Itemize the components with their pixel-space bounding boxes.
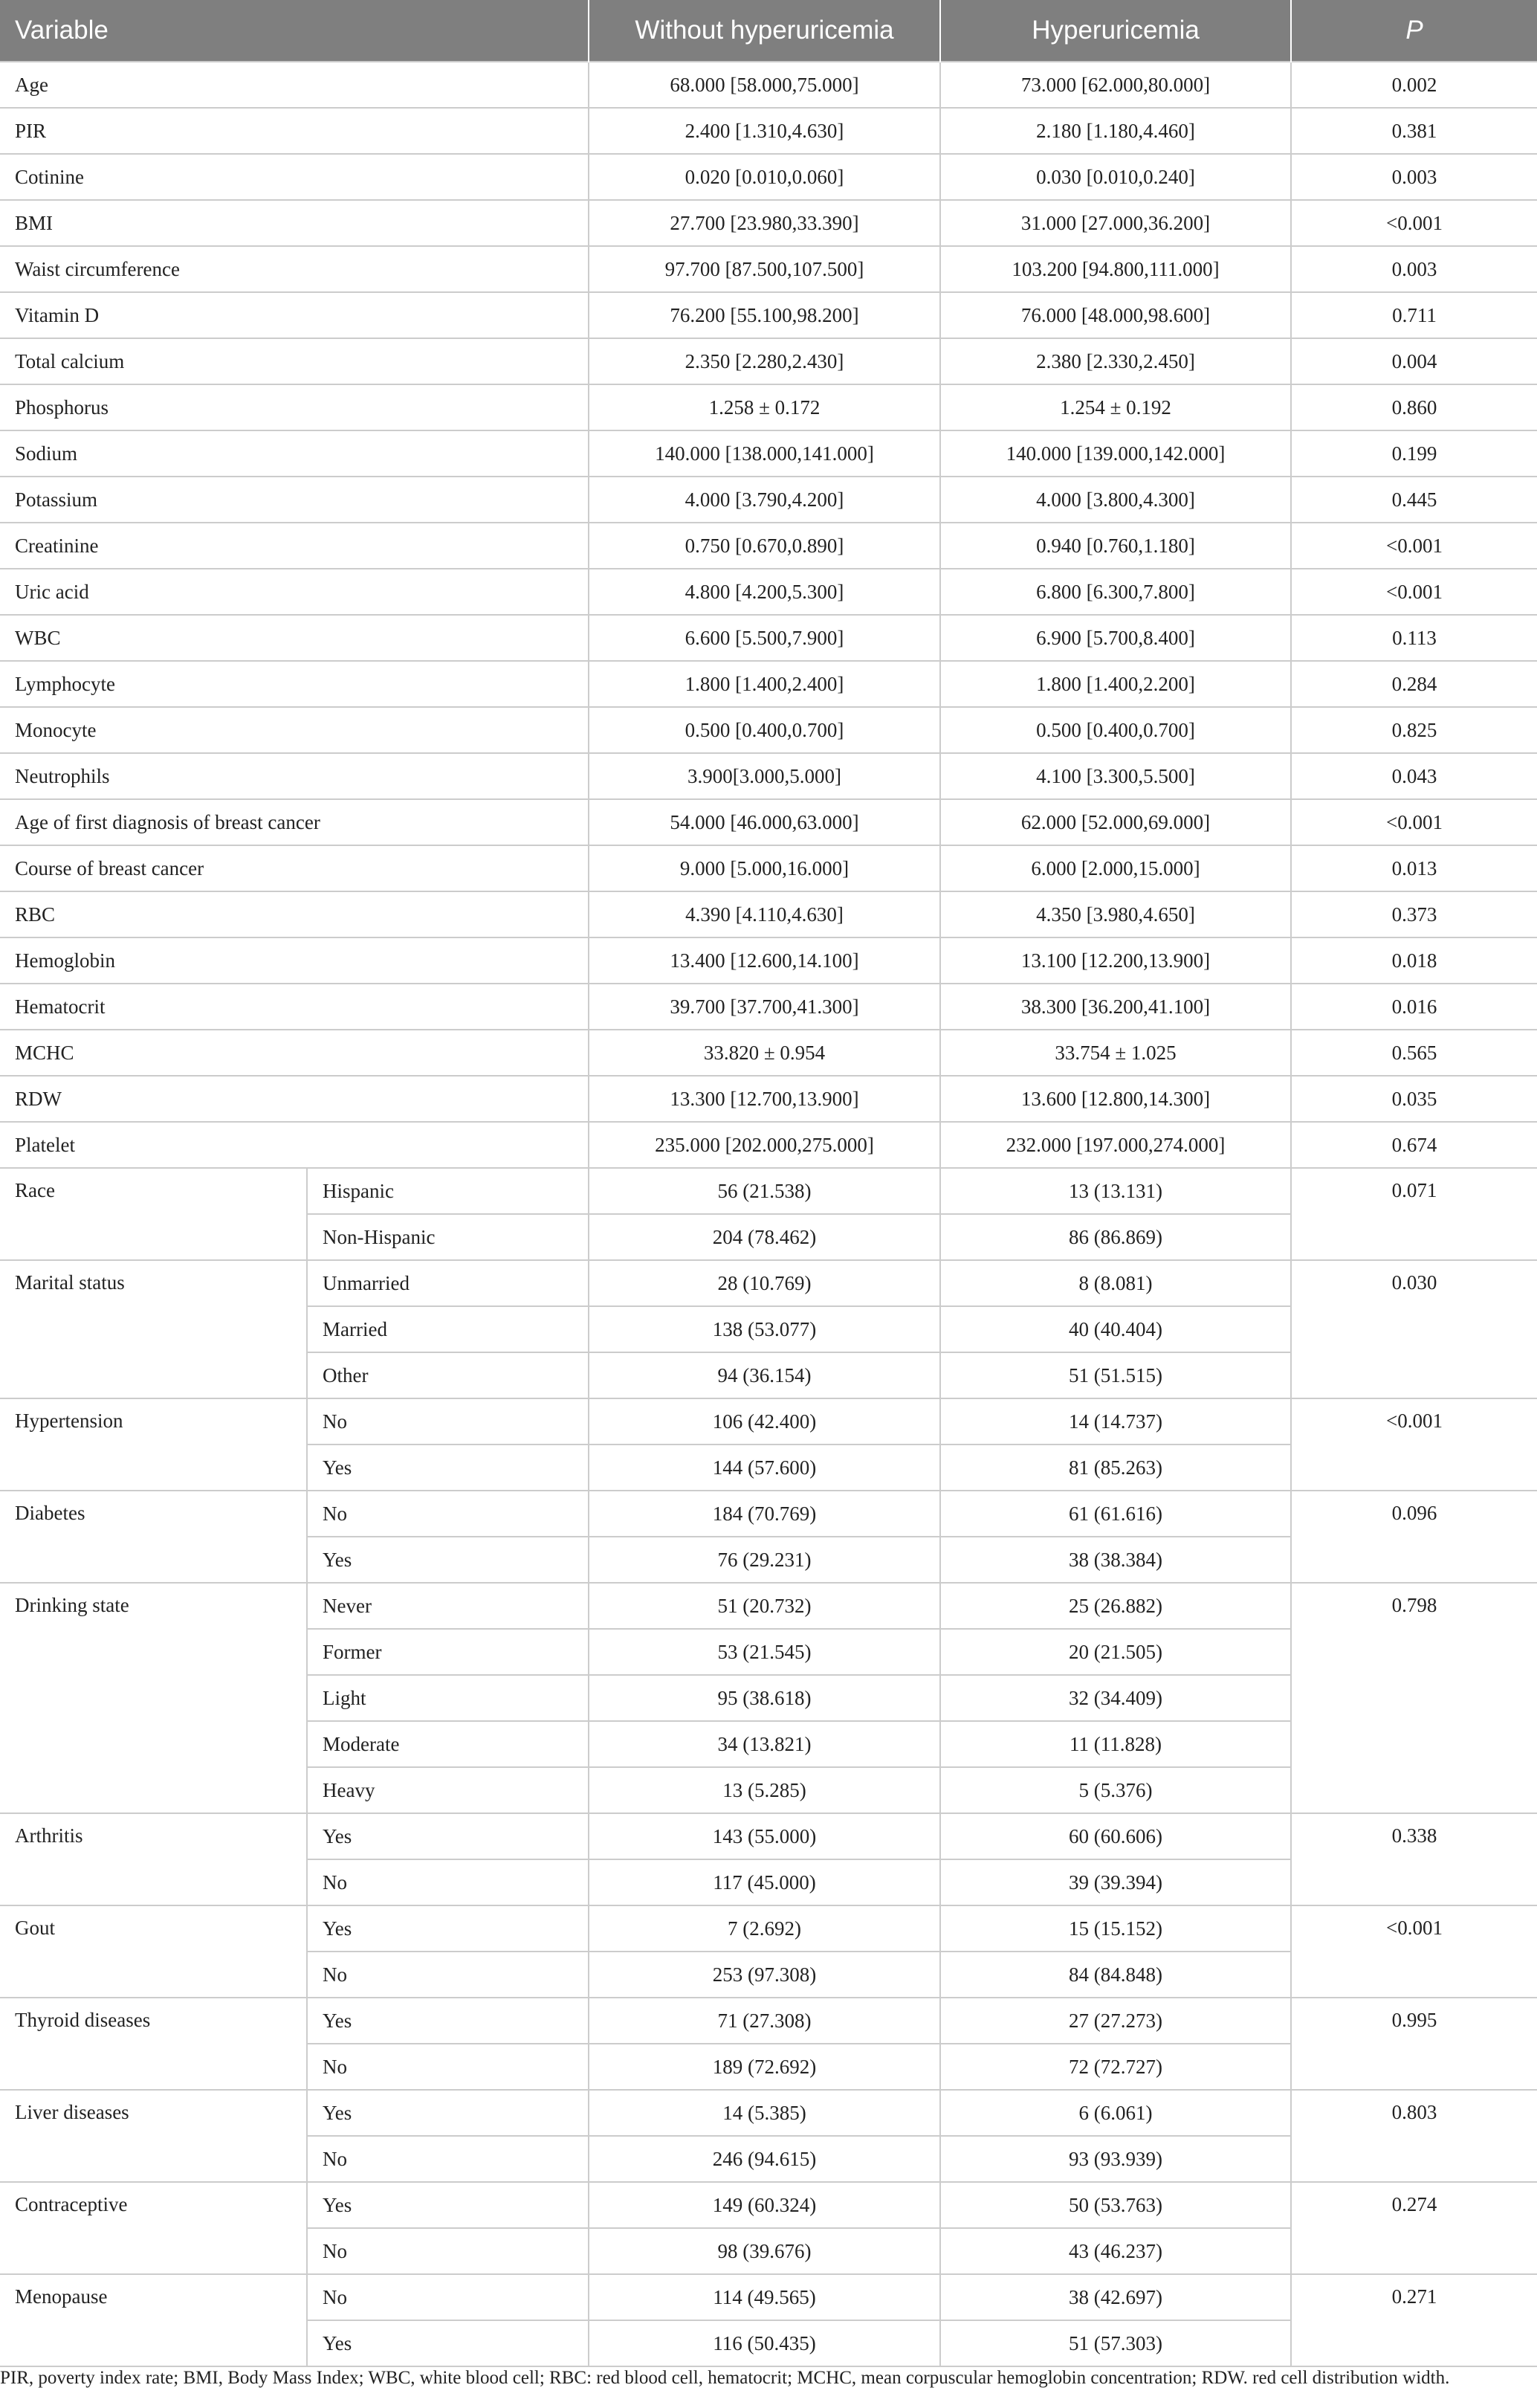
- table-row: [0, 937, 1537, 984]
- group-variable-cell: Contraceptive: [0, 2182, 307, 2274]
- level-cell: No: [307, 1491, 589, 1537]
- group-variable-cell: Menopause: [0, 2274, 307, 2366]
- p-value-cell: 0.016: [1291, 984, 1537, 1030]
- without-value-cell: 117 (45.000): [589, 1859, 940, 1905]
- with-value-cell: 6.000 [2.000,15.000]: [940, 845, 1291, 891]
- table-row: [0, 108, 1537, 154]
- p-value-cell: 0.035: [1291, 1076, 1537, 1122]
- variable-cell: Vitamin D: [0, 292, 589, 338]
- p-value-cell: <0.001: [1291, 799, 1537, 845]
- without-value-cell: 13.400 [12.600,14.100]: [589, 937, 940, 984]
- without-value-cell: 0.750 [0.670,0.890]: [589, 523, 940, 569]
- without-value-cell: 94 (36.154): [589, 1352, 940, 1398]
- table-row: [0, 707, 1537, 753]
- with-value-cell: 86 (86.869): [940, 1214, 1291, 1260]
- without-value-cell: 4.390 [4.110,4.630]: [589, 891, 940, 937]
- variable-cell: Sodium: [0, 430, 589, 477]
- variable-cell: BMI: [0, 200, 589, 246]
- with-value-cell: 2.380 [2.330,2.450]: [940, 338, 1291, 384]
- with-value-cell: 13 (13.131): [940, 1168, 1291, 1214]
- without-value-cell: 235.000 [202.000,275.000]: [589, 1122, 940, 1168]
- level-cell: Other: [307, 1352, 589, 1398]
- group-variable-cell: Diabetes: [0, 1491, 307, 1583]
- table-row: [0, 1076, 1537, 1122]
- with-value-cell: 93 (93.939): [940, 2136, 1291, 2182]
- group-variable-cell: Thyroid diseases: [0, 1998, 307, 2090]
- p-value-cell: 0.003: [1291, 246, 1537, 292]
- without-value-cell: 189 (72.692): [589, 2044, 940, 2090]
- level-cell: Unmarried: [307, 1260, 589, 1306]
- p-value-cell: 0.798: [1291, 1583, 1537, 1813]
- with-value-cell: 2.180 [1.180,4.460]: [940, 108, 1291, 154]
- with-value-cell: 1.254 ± 0.192: [940, 384, 1291, 430]
- level-cell: Yes: [307, 1537, 589, 1583]
- without-value-cell: 2.350 [2.280,2.430]: [589, 338, 940, 384]
- without-value-cell: 140.000 [138.000,141.000]: [589, 430, 940, 477]
- variable-cell: Monocyte: [0, 707, 589, 753]
- variable-cell: WBC: [0, 615, 589, 661]
- without-value-cell: 4.800 [4.200,5.300]: [589, 569, 940, 615]
- level-cell: Yes: [307, 1813, 589, 1859]
- level-cell: Yes: [307, 1998, 589, 2044]
- with-value-cell: 50 (53.763): [940, 2182, 1291, 2228]
- level-cell: No: [307, 1398, 589, 1445]
- with-value-cell: 84 (84.848): [940, 1952, 1291, 1998]
- without-value-cell: 0.500 [0.400,0.700]: [589, 707, 940, 753]
- p-value-cell: 0.860: [1291, 384, 1537, 430]
- without-value-cell: 56 (21.538): [589, 1168, 940, 1214]
- variable-cell: Waist circumference: [0, 246, 589, 292]
- table-row: [0, 338, 1537, 384]
- with-value-cell: 4.350 [3.980,4.650]: [940, 891, 1291, 937]
- table-row: [0, 1813, 1537, 1859]
- p-value-cell: 0.002: [1291, 62, 1537, 108]
- with-value-cell: 4.000 [3.800,4.300]: [940, 477, 1291, 523]
- variable-cell: Age of first diagnosis of breast cancer: [0, 799, 589, 845]
- without-value-cell: 51 (20.732): [589, 1583, 940, 1629]
- p-value-cell: <0.001: [1291, 569, 1537, 615]
- with-value-cell: 43 (46.237): [940, 2228, 1291, 2274]
- table-footnote: PIR, poverty index rate; BMI, Body Mass Index; WBC, white blood cell; RBC: red blood cell, hematocrit; MCHC, mean corpuscular hemoglobin concentration; RDW. red cell distribution width.: [0, 2368, 1450, 2388]
- header-with: Hyperuricemia: [940, 0, 1291, 62]
- table-row: [0, 1168, 1537, 1214]
- table-row: [0, 1905, 1537, 1952]
- table-row: [0, 569, 1537, 615]
- level-cell: Former: [307, 1629, 589, 1675]
- without-value-cell: 144 (57.600): [589, 1445, 940, 1491]
- p-value-cell: 0.373: [1291, 891, 1537, 937]
- with-value-cell: 81 (85.263): [940, 1445, 1291, 1491]
- with-value-cell: 13.600 [12.800,14.300]: [940, 1076, 1291, 1122]
- without-value-cell: 143 (55.000): [589, 1813, 940, 1859]
- with-value-cell: 8 (8.081): [940, 1260, 1291, 1306]
- with-value-cell: 61 (61.616): [940, 1491, 1291, 1537]
- without-value-cell: 13.300 [12.700,13.900]: [589, 1076, 940, 1122]
- without-value-cell: 28 (10.769): [589, 1260, 940, 1306]
- without-value-cell: 71 (27.308): [589, 1998, 940, 2044]
- without-value-cell: 114 (49.565): [589, 2274, 940, 2320]
- table-row: [0, 615, 1537, 661]
- with-value-cell: 13.100 [12.200,13.900]: [940, 937, 1291, 984]
- group-variable-cell: Liver diseases: [0, 2090, 307, 2182]
- without-value-cell: 53 (21.545): [589, 1629, 940, 1675]
- table-row: [0, 799, 1537, 845]
- without-value-cell: 34 (13.821): [589, 1721, 940, 1767]
- with-value-cell: 14 (14.737): [940, 1398, 1291, 1445]
- group-variable-cell: Race: [0, 1168, 307, 1260]
- variable-cell: Uric acid: [0, 569, 589, 615]
- without-value-cell: 106 (42.400): [589, 1398, 940, 1445]
- p-value-cell: <0.001: [1291, 200, 1537, 246]
- p-value-cell: 0.043: [1291, 753, 1537, 799]
- p-value-cell: 0.995: [1291, 1998, 1537, 2090]
- p-value-cell: 0.674: [1291, 1122, 1537, 1168]
- without-value-cell: 68.000 [58.000,75.000]: [589, 62, 940, 108]
- p-value-cell: 0.013: [1291, 845, 1537, 891]
- without-value-cell: 76.200 [55.100,98.200]: [589, 292, 940, 338]
- table-row: [0, 845, 1537, 891]
- without-value-cell: 138 (53.077): [589, 1306, 940, 1352]
- without-value-cell: 27.700 [23.980,33.390]: [589, 200, 940, 246]
- table-row: [0, 1122, 1537, 1168]
- p-value-cell: 0.803: [1291, 2090, 1537, 2182]
- variable-cell: Creatinine: [0, 523, 589, 569]
- table-row: [0, 1398, 1537, 1445]
- with-value-cell: 38 (42.697): [940, 2274, 1291, 2320]
- with-value-cell: 39 (39.394): [940, 1859, 1291, 1905]
- level-cell: Yes: [307, 2320, 589, 2366]
- level-cell: Hispanic: [307, 1168, 589, 1214]
- group-variable-cell: Drinking state: [0, 1583, 307, 1813]
- table-row: [0, 62, 1537, 108]
- p-value-cell: 0.711: [1291, 292, 1537, 338]
- p-value-cell: 0.271: [1291, 2274, 1537, 2366]
- without-value-cell: 7 (2.692): [589, 1905, 940, 1952]
- without-value-cell: 3.900[3.000,5.000]: [589, 753, 940, 799]
- table-row: [0, 661, 1537, 707]
- p-value-cell: 0.003: [1291, 154, 1537, 200]
- table-row: [0, 1583, 1537, 1629]
- with-value-cell: 1.800 [1.400,2.200]: [940, 661, 1291, 707]
- p-value-cell: 0.284: [1291, 661, 1537, 707]
- without-value-cell: 2.400 [1.310,4.630]: [589, 108, 940, 154]
- table-row: [0, 523, 1537, 569]
- table-row: [0, 753, 1537, 799]
- with-value-cell: 38.300 [36.200,41.100]: [940, 984, 1291, 1030]
- table-row: [0, 154, 1537, 200]
- without-value-cell: 116 (50.435): [589, 2320, 940, 2366]
- header-p: P: [1291, 0, 1537, 62]
- without-value-cell: 97.700 [87.500,107.500]: [589, 246, 940, 292]
- with-value-cell: 38 (38.384): [940, 1537, 1291, 1583]
- p-value-cell: <0.001: [1291, 1905, 1537, 1998]
- level-cell: Married: [307, 1306, 589, 1352]
- with-value-cell: 0.940 [0.760,1.180]: [940, 523, 1291, 569]
- p-value-cell: <0.001: [1291, 523, 1537, 569]
- with-value-cell: 51 (57.303): [940, 2320, 1291, 2366]
- without-value-cell: 253 (97.308): [589, 1952, 940, 1998]
- with-value-cell: 4.100 [3.300,5.500]: [940, 753, 1291, 799]
- level-cell: No: [307, 1859, 589, 1905]
- with-value-cell: 0.030 [0.010,0.240]: [940, 154, 1291, 200]
- without-value-cell: 76 (29.231): [589, 1537, 940, 1583]
- with-value-cell: 27 (27.273): [940, 1998, 1291, 2044]
- table-row: [0, 384, 1537, 430]
- without-value-cell: 14 (5.385): [589, 2090, 940, 2136]
- variable-cell: Phosphorus: [0, 384, 589, 430]
- without-value-cell: 1.258 ± 0.172: [589, 384, 940, 430]
- with-value-cell: 103.200 [94.800,111.000]: [940, 246, 1291, 292]
- without-value-cell: 149 (60.324): [589, 2182, 940, 2228]
- without-value-cell: 184 (70.769): [589, 1491, 940, 1537]
- with-value-cell: 76.000 [48.000,98.600]: [940, 292, 1291, 338]
- p-value-cell: 0.565: [1291, 1030, 1537, 1076]
- with-value-cell: 0.500 [0.400,0.700]: [940, 707, 1291, 753]
- table-row: [0, 2090, 1537, 2136]
- variable-cell: MCHC: [0, 1030, 589, 1076]
- level-cell: No: [307, 2228, 589, 2274]
- with-value-cell: 31.000 [27.000,36.200]: [940, 200, 1291, 246]
- level-cell: Yes: [307, 1445, 589, 1491]
- without-value-cell: 1.800 [1.400,2.400]: [589, 661, 940, 707]
- p-value-cell: 0.071: [1291, 1168, 1537, 1260]
- with-value-cell: 6.900 [5.700,8.400]: [940, 615, 1291, 661]
- without-value-cell: 0.020 [0.010,0.060]: [589, 154, 940, 200]
- with-value-cell: 20 (21.505): [940, 1629, 1291, 1675]
- p-value-cell: 0.445: [1291, 477, 1537, 523]
- p-value-cell: 0.199: [1291, 430, 1537, 477]
- level-cell: Yes: [307, 2090, 589, 2136]
- p-value-cell: 0.096: [1291, 1491, 1537, 1583]
- level-cell: No: [307, 2044, 589, 2090]
- without-value-cell: 4.000 [3.790,4.200]: [589, 477, 940, 523]
- group-variable-cell: Marital status: [0, 1260, 307, 1398]
- level-cell: No: [307, 1952, 589, 1998]
- p-value-cell: 0.381: [1291, 108, 1537, 154]
- header-variable: Variable: [0, 0, 589, 62]
- variable-cell: Hemoglobin: [0, 937, 589, 984]
- level-cell: Heavy: [307, 1767, 589, 1813]
- with-value-cell: 62.000 [52.000,69.000]: [940, 799, 1291, 845]
- table-body: [0, 62, 1537, 2366]
- p-value-cell: 0.338: [1291, 1813, 1537, 1905]
- level-cell: No: [307, 2136, 589, 2182]
- variable-cell: Cotinine: [0, 154, 589, 200]
- group-variable-cell: Gout: [0, 1905, 307, 1998]
- table-row: [0, 1260, 1537, 1306]
- group-variable-cell: Hypertension: [0, 1398, 307, 1491]
- level-cell: Moderate: [307, 1721, 589, 1767]
- with-value-cell: 232.000 [197.000,274.000]: [940, 1122, 1291, 1168]
- group-variable-cell: Arthritis: [0, 1813, 307, 1905]
- p-value-cell: 0.113: [1291, 615, 1537, 661]
- variable-cell: Potassium: [0, 477, 589, 523]
- table-row: [0, 2274, 1537, 2320]
- with-value-cell: 6.800 [6.300,7.800]: [940, 569, 1291, 615]
- p-value-cell: 0.004: [1291, 338, 1537, 384]
- p-value-cell: 0.825: [1291, 707, 1537, 753]
- without-value-cell: 95 (38.618): [589, 1675, 940, 1721]
- level-cell: No: [307, 2274, 589, 2320]
- table-row: [0, 1998, 1537, 2044]
- p-value-cell: <0.001: [1291, 1398, 1537, 1491]
- with-value-cell: 33.754 ± 1.025: [940, 1030, 1291, 1076]
- with-value-cell: 72 (72.727): [940, 2044, 1291, 2090]
- with-value-cell: 5 (5.376): [940, 1767, 1291, 1813]
- level-cell: Yes: [307, 2182, 589, 2228]
- p-value-cell: 0.018: [1291, 937, 1537, 984]
- without-value-cell: 54.000 [46.000,63.000]: [589, 799, 940, 845]
- table-row: [0, 200, 1537, 246]
- table-row: [0, 2182, 1537, 2228]
- with-value-cell: 11 (11.828): [940, 1721, 1291, 1767]
- p-value-cell: 0.030: [1291, 1260, 1537, 1398]
- without-value-cell: 33.820 ± 0.954: [589, 1030, 940, 1076]
- table-row: [0, 1491, 1537, 1537]
- table-row: [0, 984, 1537, 1030]
- variable-cell: Platelet: [0, 1122, 589, 1168]
- without-value-cell: 39.700 [37.700,41.300]: [589, 984, 940, 1030]
- variable-cell: Neutrophils: [0, 753, 589, 799]
- with-value-cell: 40 (40.404): [940, 1306, 1291, 1352]
- without-value-cell: 9.000 [5.000,16.000]: [589, 845, 940, 891]
- with-value-cell: 15 (15.152): [940, 1905, 1291, 1952]
- with-value-cell: 51 (51.515): [940, 1352, 1291, 1398]
- with-value-cell: 73.000 [62.000,80.000]: [940, 62, 1291, 108]
- without-value-cell: 98 (39.676): [589, 2228, 940, 2274]
- without-value-cell: 6.600 [5.500,7.900]: [589, 615, 940, 661]
- without-value-cell: 204 (78.462): [589, 1214, 940, 1260]
- table-row: [0, 292, 1537, 338]
- header-without: Without hyperuricemia: [589, 0, 940, 62]
- with-value-cell: 60 (60.606): [940, 1813, 1291, 1859]
- header-row: [0, 0, 1537, 62]
- level-cell: Light: [307, 1675, 589, 1721]
- table-row: [0, 477, 1537, 523]
- table-row: [0, 891, 1537, 937]
- variable-cell: Total calcium: [0, 338, 589, 384]
- variable-cell: Age: [0, 62, 589, 108]
- with-value-cell: 140.000 [139.000,142.000]: [940, 430, 1291, 477]
- with-value-cell: 6 (6.061): [940, 2090, 1291, 2136]
- table-row: [0, 246, 1537, 292]
- table-row: [0, 1030, 1537, 1076]
- variable-cell: RDW: [0, 1076, 589, 1122]
- level-cell: Non-Hispanic: [307, 1214, 589, 1260]
- level-cell: Yes: [307, 1905, 589, 1952]
- without-value-cell: 13 (5.285): [589, 1767, 940, 1813]
- table-row: [0, 430, 1537, 477]
- variable-cell: RBC: [0, 891, 589, 937]
- variable-cell: Course of breast cancer: [0, 845, 589, 891]
- with-value-cell: 25 (26.882): [940, 1583, 1291, 1629]
- p-value-cell: 0.274: [1291, 2182, 1537, 2274]
- level-cell: Never: [307, 1583, 589, 1629]
- variable-cell: Hematocrit: [0, 984, 589, 1030]
- without-value-cell: 246 (94.615): [589, 2136, 940, 2182]
- variable-cell: Lymphocyte: [0, 661, 589, 707]
- variable-cell: PIR: [0, 108, 589, 154]
- with-value-cell: 32 (34.409): [940, 1675, 1291, 1721]
